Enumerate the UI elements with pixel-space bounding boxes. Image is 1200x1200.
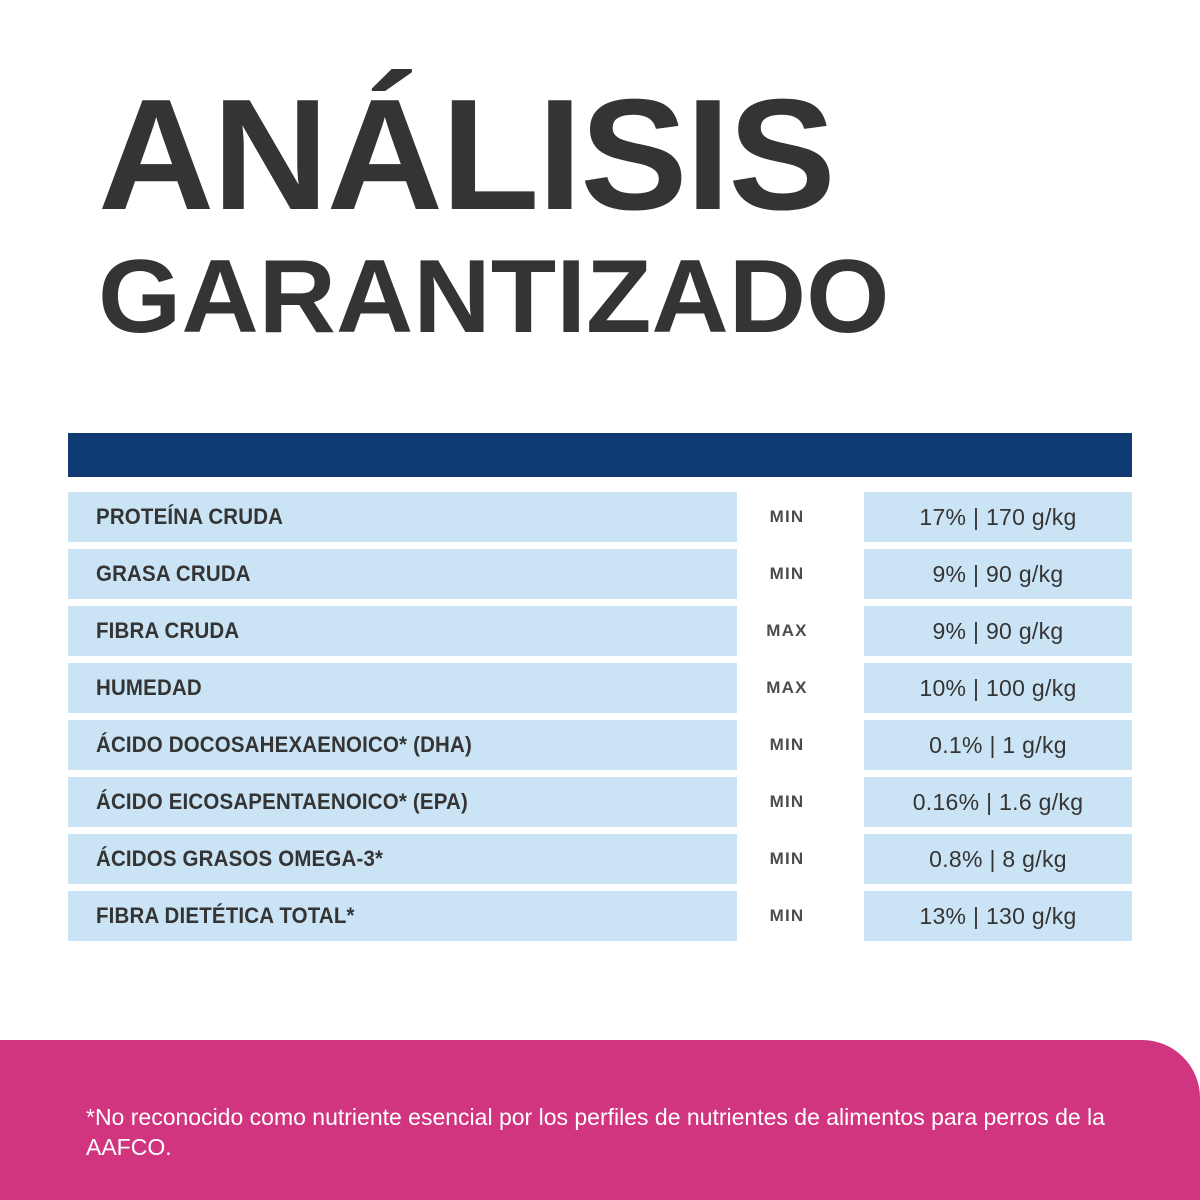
nutrient-value: 0.16% | 1.6 g/kg [912, 788, 1084, 815]
nutrient-limit: MIN [769, 507, 805, 526]
nutrient-limit: MIN [769, 735, 805, 754]
table-row [68, 606, 1132, 656]
spacer [837, 606, 864, 656]
nutrient-limit: MIN [769, 906, 805, 925]
nutrient-limit: MAX [766, 621, 808, 640]
nutrient-value-cell [864, 549, 1132, 599]
table-row [68, 834, 1132, 884]
nutrient-name-cell [68, 492, 737, 542]
nutrient-value-cell [864, 720, 1132, 770]
nutrient-value: 13% | 130 g/kg [919, 902, 1077, 929]
nutrient-name: GRASA CRUDA [96, 561, 251, 586]
nutrient-limit-cell [737, 777, 837, 827]
nutrient-name-cell [68, 834, 737, 884]
nutrient-value-cell [864, 891, 1132, 941]
nutrient-limit: MIN [769, 564, 805, 583]
nutrient-name-cell [68, 549, 737, 599]
nutrient-value: 9% | 90 g/kg [932, 560, 1064, 587]
table-row [68, 492, 1132, 542]
nutrient-limit-cell [737, 720, 837, 770]
spacer [837, 549, 864, 599]
nutrient-name: ÁCIDO DOCOSAHEXAENOICO* (DHA) [96, 732, 472, 757]
nutrient-limit-cell [737, 549, 837, 599]
spacer [837, 777, 864, 827]
nutrient-name: FIBRA CRUDA [96, 618, 240, 643]
footnote-banner [0, 1040, 1200, 1200]
nutrient-value: 9% | 90 g/kg [932, 617, 1064, 644]
table-header-bar [68, 433, 1132, 477]
nutrient-name: FIBRA DIETÉTICA TOTAL* [96, 903, 355, 928]
nutrient-limit: MIN [769, 849, 805, 868]
title-line-garantizado: GARANTIZADO [98, 238, 890, 355]
nutrient-name-cell [68, 720, 737, 770]
nutrient-name-cell [68, 891, 737, 941]
spacer [837, 834, 864, 884]
nutrient-name: ÁCIDOS GRASOS OMEGA-3* [96, 846, 384, 871]
table-row [68, 549, 1132, 599]
nutrient-value-cell [864, 492, 1132, 542]
nutrient-limit: MIN [769, 792, 805, 811]
nutrient-name-cell [68, 606, 737, 656]
nutrient-value-cell [864, 606, 1132, 656]
nutrient-name-cell [68, 777, 737, 827]
spacer [837, 492, 864, 542]
nutrient-name: HUMEDAD [96, 675, 202, 700]
nutrient-value: 17% | 170 g/kg [919, 503, 1077, 530]
spacer [837, 891, 864, 941]
spacer [837, 663, 864, 713]
nutrient-value-cell [864, 777, 1132, 827]
table-row [68, 720, 1132, 770]
nutrient-limit-cell [737, 492, 837, 542]
nutrient-name: ÁCIDO EICOSAPENTAENOICO* (EPA) [96, 789, 468, 814]
nutrient-value-cell [864, 834, 1132, 884]
nutrient-limit-cell [737, 834, 837, 884]
table-row [68, 663, 1132, 713]
nutrient-value: 10% | 100 g/kg [919, 674, 1077, 701]
table-row [68, 891, 1132, 941]
footnote-text: *No reconocido como nutriente esencial por los perfiles de nutrientes de alimentos para perros de la AAFCO. [86, 1104, 1105, 1160]
table-row [68, 777, 1132, 827]
nutrient-value: 0.1% | 1 g/kg [929, 731, 1067, 758]
nutrient-value: 0.8% | 8 g/kg [929, 845, 1067, 872]
nutrient-name-cell [68, 663, 737, 713]
analysis-table [68, 492, 1132, 948]
nutrient-limit: MAX [766, 678, 808, 697]
nutrient-limit-cell [737, 891, 837, 941]
page-title [0, 0, 1200, 355]
nutrient-name: PROTEÍNA CRUDA [96, 504, 284, 529]
title-line-analisis: ANÁLISIS [98, 67, 834, 243]
nutrient-limit-cell [737, 663, 837, 713]
spacer [837, 720, 864, 770]
nutrient-value-cell [864, 663, 1132, 713]
nutrient-limit-cell [737, 606, 837, 656]
